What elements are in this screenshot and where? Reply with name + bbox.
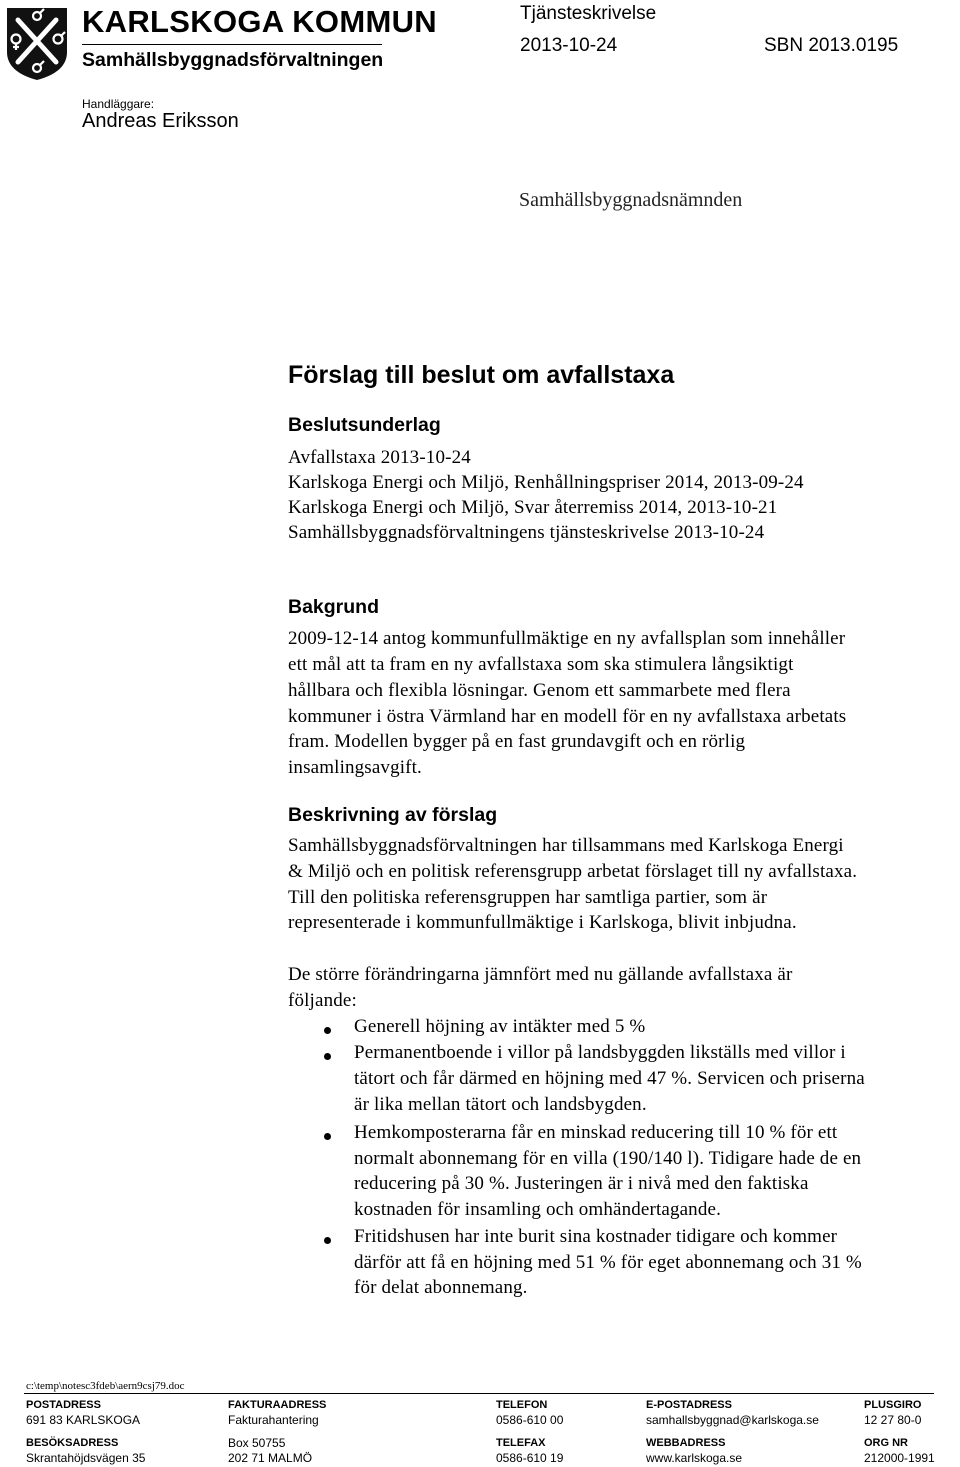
footer-heading: POSTADRESS xyxy=(26,1399,101,1411)
org-department: Samhällsbyggnadsförvaltningen xyxy=(82,49,384,71)
list-item-line: Fritidshusen har inte burit sina kostnader tidigare och kommer xyxy=(354,1226,838,1247)
paragraph-line: & Miljö och en politisk referensgrupp arbetat förslaget till ny avfallstaxa. xyxy=(288,861,858,882)
list-item-line: därför att få en höjning med 51 % för eget abonnemang och 31 % xyxy=(354,1252,862,1273)
footer-heading: ORG NR xyxy=(864,1437,908,1449)
paragraph-line: följande: xyxy=(288,990,357,1011)
recipient: Samhällsbyggnadsnämnden xyxy=(519,189,743,211)
paragraph-line: kommuner i östra Värmland har en modell för en ny avfallstaxa arbetats xyxy=(288,706,847,727)
footer-value: 202 71 MALMÖ xyxy=(228,1451,313,1465)
reference-line: Avfallstaxa 2013-10-24 xyxy=(288,447,471,468)
list-item-line: kostnaden för insamling och omhändertagande. xyxy=(354,1199,721,1220)
paragraph-line: insamlingsavgift. xyxy=(288,757,422,778)
footer-value: Skrantahöjdsvägen 35 xyxy=(26,1451,146,1465)
footer-value: Box 50755 xyxy=(228,1436,286,1450)
handler-name: Andreas Eriksson xyxy=(82,110,239,132)
bullet-icon xyxy=(324,1133,331,1140)
list-item-line: för delat abonnemang. xyxy=(354,1277,528,1298)
footer-value: 12 27 80-0 xyxy=(864,1413,922,1427)
reference-line: Karlskoga Energi och Miljö, Svar återremiss 2014, 2013-10-21 xyxy=(288,497,778,518)
list-item-line: är lika mellan tätort och landsbygden. xyxy=(354,1094,647,1115)
bullet-icon xyxy=(324,1237,331,1244)
paragraph-line: Samhällsbyggnadsförvaltningen har tillsammans med Karlskoga Energi xyxy=(288,835,844,856)
paragraph-line: fram. Modellen bygger på en fast grundavgift och en rörlig xyxy=(288,731,746,752)
section-heading-beskrivning: Beskrivning av förslag xyxy=(288,804,498,826)
paragraph-line: De större förändringarna jämnfört med nu gällande avfallstaxa är xyxy=(288,964,793,985)
footer-heading: E-POSTADRESS xyxy=(646,1399,732,1411)
document-title: Förslag till beslut om avfallstaxa xyxy=(288,361,675,389)
footer-heading: TELEFAX xyxy=(496,1437,546,1449)
paragraph-line: 2009-12-14 antog kommunfullmäktige en ny avfallsplan som innehåller xyxy=(288,628,846,649)
section-heading-beslutsunderlag: Beslutsunderlag xyxy=(288,414,441,436)
footer-value: 0586-610 19 xyxy=(496,1451,564,1465)
karlskoga-coat-of-arms-logo xyxy=(4,6,70,82)
footer-value: 212000-1991 xyxy=(864,1451,935,1465)
list-item-line: Generell höjning av intäkter med 5 % xyxy=(354,1016,646,1037)
footer-divider xyxy=(24,1393,934,1394)
paragraph-line: ett mål att ta fram en ny avfallstaxa som ska stimulera långsiktigt xyxy=(288,654,794,675)
footer-heading: FAKTURAADRESS xyxy=(228,1399,327,1411)
footer-web-link[interactable]: www.karlskoga.se xyxy=(646,1451,743,1465)
footer-value: 691 83 KARLSKOGA xyxy=(26,1413,141,1427)
list-item-line: Hemkomposterarna får en minskad reducering till 10 % för ett xyxy=(354,1122,838,1143)
paragraph-line: Till den politiska referensgruppen har samtliga partier, som är xyxy=(288,887,768,908)
footer-heading: TELEFON xyxy=(496,1399,548,1411)
list-item-line: normalt abonnemang för en villa (190/140 l). Tidigare hade de en xyxy=(354,1148,862,1169)
footer-email-link[interactable]: samhallsbyggnad@karlskoga.se xyxy=(646,1413,819,1427)
document-type: Tjänsteskrivelse xyxy=(520,3,657,24)
document-date: 2013-10-24 xyxy=(520,35,618,56)
file-path: c:\temp\notesc3fdeb\aern9csj79.doc xyxy=(26,1380,185,1392)
list-item-line: reducering på 30 %. Justeringen är i nivå med den faktiska xyxy=(354,1173,809,1194)
footer-heading: BESÖKSADRESS xyxy=(26,1437,119,1449)
bullet-icon xyxy=(324,1053,331,1060)
footer-heading: PLUSGIRO xyxy=(864,1399,922,1411)
reference-line: Samhällsbyggnadsförvaltningens tjänsteskrivelse 2013-10-24 xyxy=(288,522,765,543)
bullet-icon xyxy=(324,1027,331,1034)
footer-heading: WEBBADRESS xyxy=(646,1437,726,1449)
reference-line: Karlskoga Energi och Miljö, Renhållningspriser 2014, 2013-09-24 xyxy=(288,472,804,493)
document-reference: SBN 2013.0195 xyxy=(764,35,899,56)
footer-value: Fakturahantering xyxy=(228,1413,319,1427)
footer-value: 0586-610 00 xyxy=(496,1413,564,1427)
list-item-line: tätort och får därmed en höjning med 47 %. Servicen och priserna xyxy=(354,1068,865,1089)
org-name: KARLSKOGA KOMMUN xyxy=(82,4,437,39)
paragraph-line: hållbara och flexibla lösningar. Genom ett sammarbete med flera xyxy=(288,680,791,701)
section-heading-bakgrund: Bakgrund xyxy=(288,596,380,618)
paragraph-line: representerade i kommunfullmäktige i Karlskoga, blivit inbjudna. xyxy=(288,912,797,933)
list-item-line: Permanentboende i villor på landsbyggden likställs med villor i xyxy=(354,1042,846,1063)
handler-label: Handläggare: xyxy=(82,97,155,111)
org-name-divider xyxy=(82,44,382,45)
